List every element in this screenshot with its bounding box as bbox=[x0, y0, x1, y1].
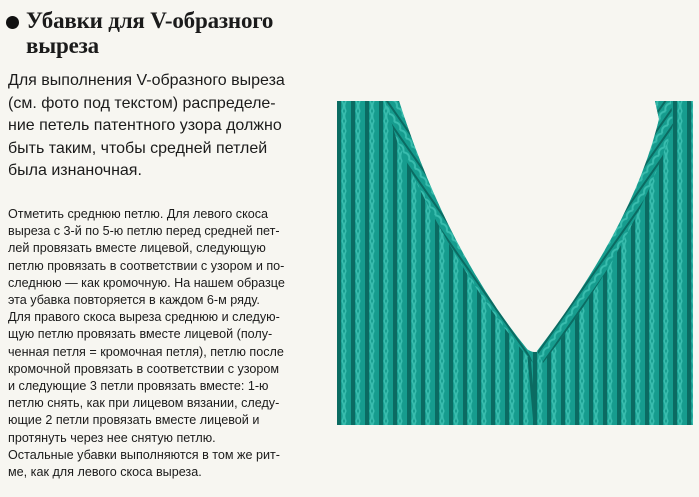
intro-line: (см. фото под текстом) распределе- bbox=[8, 94, 276, 112]
intro-line: быть таким, чтобы средней петлей bbox=[8, 139, 268, 157]
body-line: петлю провязать в соответствии с узором и по- bbox=[8, 258, 285, 273]
intro-line: была изнаночная. bbox=[8, 162, 142, 179]
body-line: ченная петля = кромочная петля), петлю после bbox=[8, 344, 284, 359]
intro-line: ние петель патентного узора должно bbox=[8, 117, 282, 134]
body-line: Отметить среднюю петлю. Для левого скоса bbox=[8, 207, 269, 221]
knitted-v-neck-photo bbox=[337, 101, 693, 425]
bullet-icon bbox=[6, 16, 19, 29]
intro-line: Для выполнения V-образного выреза bbox=[8, 72, 285, 89]
body-line: Остальные убавки выполняются в том же рит- bbox=[8, 447, 280, 462]
intro-paragraph bbox=[8, 70, 328, 183]
body-line: ющие 2 петли провязать вместе лицевой и bbox=[8, 413, 260, 428]
title-line-2: выреза bbox=[26, 33, 99, 58]
body-line: лей провязать вместе лицевой, следующую bbox=[8, 241, 266, 256]
body-line: следнюю — как кромочную. На нашем образце bbox=[8, 275, 285, 290]
body-line: протянуть через нее снятую петлю. bbox=[8, 430, 216, 445]
body-line: петлю снять, как при лицевом вязании, следу- bbox=[8, 396, 280, 411]
page-title bbox=[26, 8, 273, 58]
body-line: щую петлю провязать вместе лицевой (полу- bbox=[8, 327, 273, 342]
body-line: и следующие 3 петли провязать вместе: 1-ю bbox=[8, 379, 269, 394]
body-line: эта убавка повторяется в каждом 6-м ряду. bbox=[8, 293, 260, 308]
body-line: ме, как для левого скоса выреза. bbox=[8, 465, 202, 480]
body-line: выреза с 3-й по 5-ю петлю перед средней пет- bbox=[8, 224, 280, 239]
body-line: Для правого скоса выреза среднюю и следую- bbox=[8, 310, 280, 325]
instructions-paragraph bbox=[8, 206, 328, 481]
title-line-1: Убавки для V-образного bbox=[26, 8, 274, 33]
body-line: кромочной провязать в соответствии с узором bbox=[8, 361, 280, 376]
